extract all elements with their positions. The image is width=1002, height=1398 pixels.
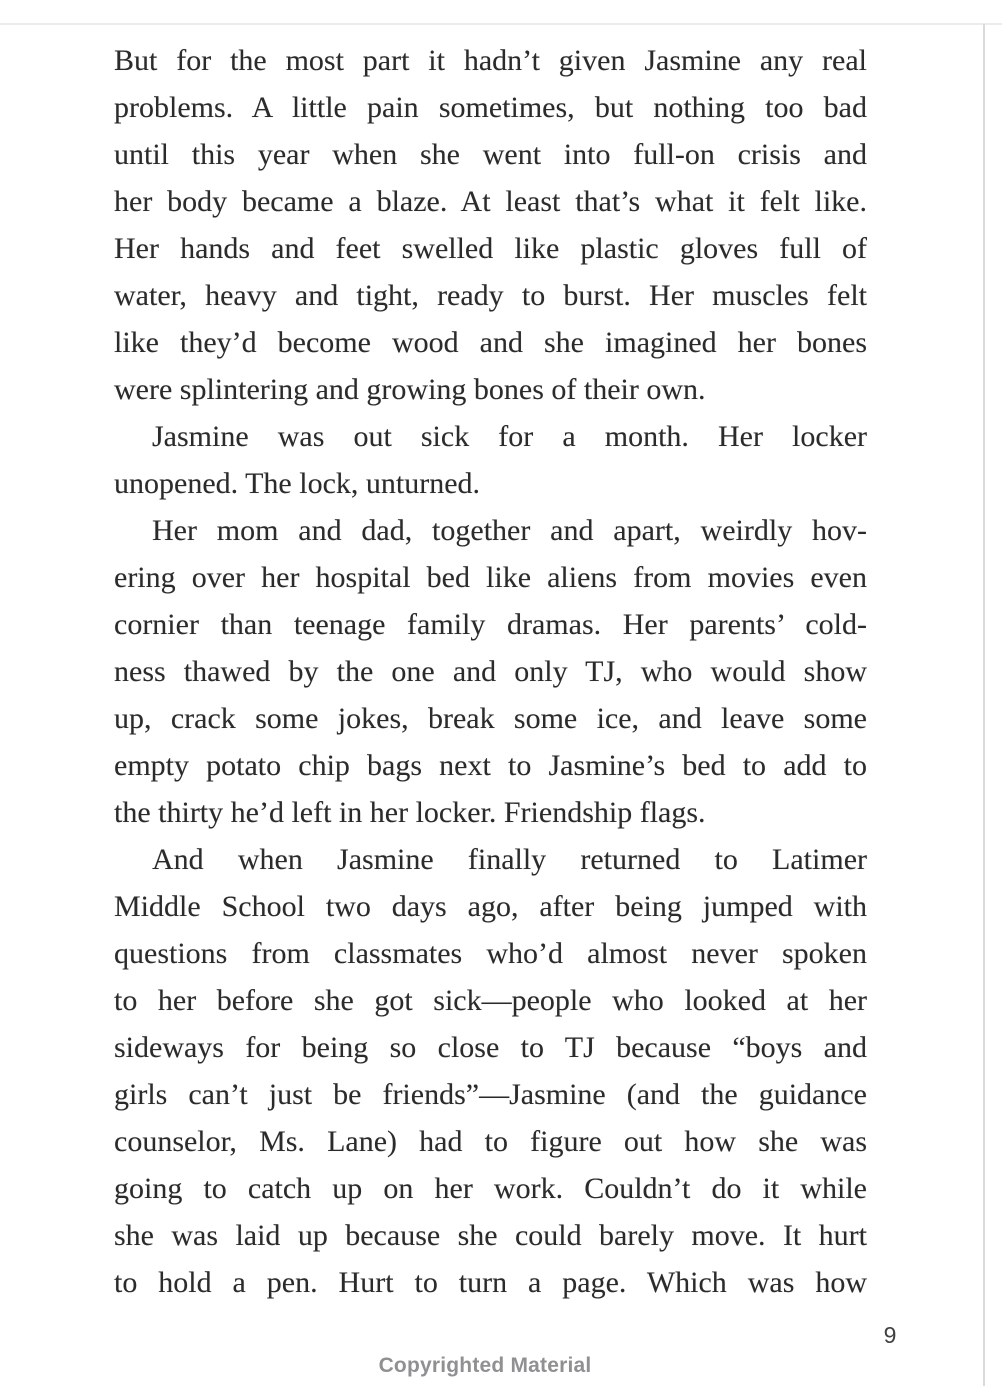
page-edge-right <box>983 24 985 1386</box>
text-line: ering over her hospital bed like aliens from movies even <box>114 561 867 594</box>
text-line: questions from classmates who’d almost never spoken <box>114 937 867 970</box>
text-line: Middle School two days ago, after being jumped with <box>114 890 867 923</box>
text-line: were splintering and growing bones of their own. <box>114 373 706 406</box>
book-text-block <box>114 37 867 1306</box>
text-line: going to catch up on her work. Couldn’t do it while <box>114 1172 867 1205</box>
text-line: unopened. The lock, unturned. <box>114 467 481 500</box>
text-line: girls can’t just be friends”—Jasmine (and the guidance <box>114 1078 867 1111</box>
page-number: 9 <box>883 1322 897 1348</box>
text-line: empty potato chip bags next to Jasmine’s bed to add to <box>114 749 867 782</box>
text-line: like they’d become wood and she imagined her bones <box>114 326 867 359</box>
copyright-notice: Copyrighted Material <box>378 1354 592 1377</box>
text-line: But for the most part it hadn’t given Jasmine any real <box>114 44 867 77</box>
text-line: water, heavy and tight, ready to burst. Her muscles felt <box>114 279 867 312</box>
text-line: the thirty he’d left in her locker. Friendship flags. <box>114 796 706 829</box>
page-edge-top <box>0 23 1002 25</box>
text-line: Her mom and dad, together and apart, weirdly hov- <box>152 514 867 547</box>
text-line: she was laid up because she could barely move. It hurt <box>114 1219 867 1252</box>
text-line: counselor, Ms. Lane) had to figure out how she was <box>114 1125 867 1158</box>
text-line: And when Jasmine finally returned to Latimer <box>152 843 867 876</box>
text-line: to her before she got sick—people who looked at her <box>114 984 867 1017</box>
text-line: until this year when she went into full-on crisis and <box>114 138 867 171</box>
text-line: Her hands and feet swelled like plastic gloves full of <box>114 232 867 265</box>
text-line: sideways for being so close to TJ because “boys and <box>114 1031 867 1064</box>
text-line: her body became a blaze. At least that’s what it felt like. <box>114 185 867 218</box>
text-line: Jasmine was out sick for a month. Her locker <box>152 420 867 453</box>
text-line: problems. A little pain sometimes, but nothing too bad <box>114 91 867 124</box>
text-line: ness thawed by the one and only TJ, who would show <box>114 655 867 688</box>
text-line: cornier than teenage family dramas. Her parents’ cold- <box>114 608 867 641</box>
text-line: to hold a pen. Hurt to turn a page. Which was how <box>114 1266 867 1299</box>
text-line: up, crack some jokes, break some ice, and leave some <box>114 702 867 735</box>
